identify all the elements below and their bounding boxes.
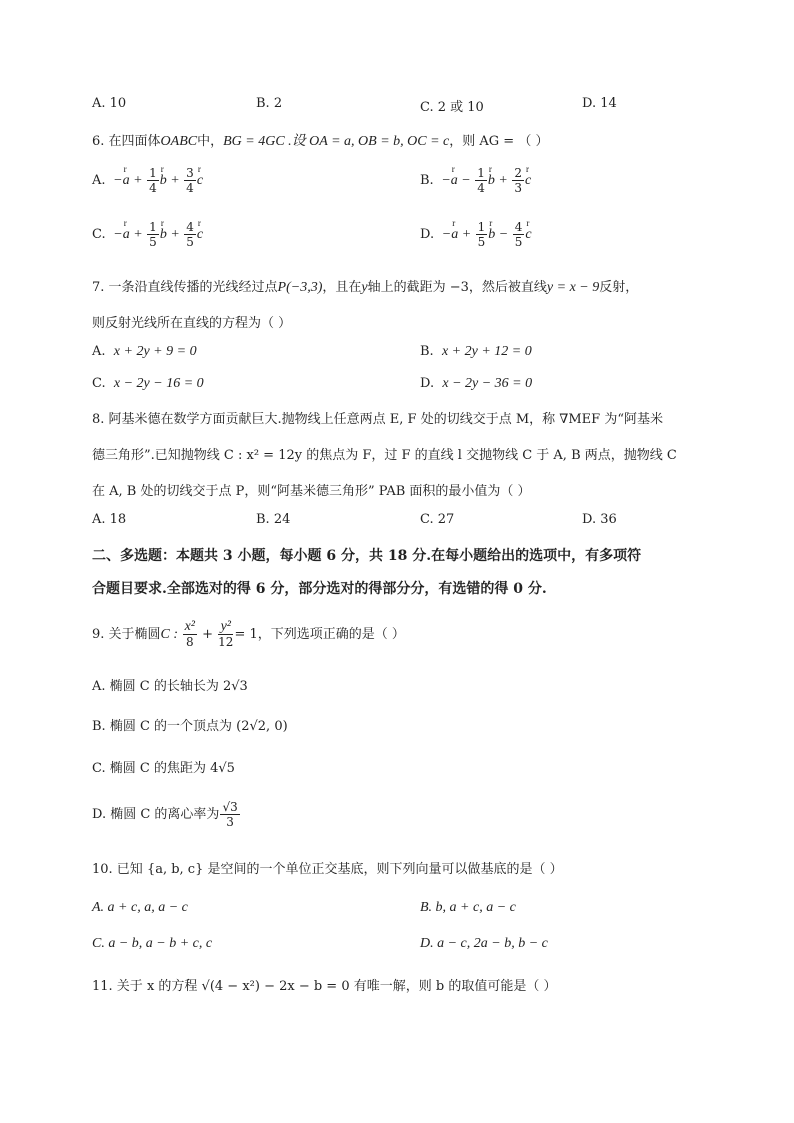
q6-stem-prefix: 6. 在四面体 — [92, 134, 161, 149]
q6-stem — [92, 130, 548, 150]
q6-stem-end: ，则 AG = （ ） — [449, 134, 549, 149]
q8-stem-line3: 在 A, B 处的切线交于点 P，则“阿基米德三角形” PAB 面积的最小值为（ ） — [92, 484, 531, 499]
q6-option-b: B. −r a − $\frac{1}{4}$ r b + $\frac{2}{3}$ r c — [420, 166, 531, 195]
q7-option-b: B. x + 2y + 12 = 0 — [420, 344, 532, 359]
q7-stem-line1: 7. 一条沿直线传播的光线经过点P(−3,3)，且在y轴上的截距为 −3，然后被直线y = x − 9反射， — [92, 280, 639, 295]
q7-option-c: C. x − 2y − 16 = 0 — [92, 376, 204, 391]
q6-option-c: C. −r a + $\frac{1}{5}$ r b + $\frac{4}{5}$ r c — [92, 220, 203, 249]
q6-stem-object: OABC — [160, 134, 198, 149]
section2-heading-line1: 二、多选题：本题共 3 小题，每小题 6 分，共 18 分.在每小题给出的选项中，有多项符 — [92, 548, 642, 564]
q10-option-a: A. a + c, a, a − c — [92, 900, 188, 915]
q10-option-d: D. a − c, 2a − b, b − c — [420, 936, 548, 951]
q5-option-a: A. 10 — [92, 96, 127, 111]
q8-option-b: B. 24 — [256, 512, 291, 527]
q10-stem: 10. 已知 {a, b, c} 是空间的一个单位正交基底，则下列向量可以做基底的是（ ） — [92, 862, 563, 877]
q6-condition: BG = 4GC .设 OA = a, OB = b, OC = c — [223, 134, 450, 149]
q8-option-a: A. 18 — [92, 512, 127, 527]
q10-option-c: C. a − b, a − b + c, c — [92, 936, 213, 951]
q9-option-d: D. 椭圆 C 的离心率为 $\frac{√3}{3}$ — [92, 800, 238, 829]
q9-option-b: B. 椭圆 C 的一个顶点为 (2√2, 0) — [92, 719, 288, 734]
q8-option-d: D. 36 — [582, 512, 617, 527]
option-label: D. — [420, 227, 435, 242]
q7-stem-line2: 则反射光线所在直线的方程为（ ） — [92, 316, 292, 331]
q6-option-a: A. −r a + $\frac{1}{4}$ r b + $\frac{3}{4}$ r c — [92, 166, 203, 195]
option-label: C. — [92, 227, 106, 242]
option-label: A. — [92, 173, 106, 188]
q7-option-a: A. x + 2y + 9 = 0 — [92, 344, 197, 359]
q8-option-c: C. 27 — [420, 512, 455, 527]
q9-option-c: C. 椭圆 C 的焦距为 4√5 — [92, 761, 235, 776]
q8-stem-line1: 8. 阿基米德在数学方面贡献巨大.抛物线上任意两点 E, F 处的切线交于点 M，称 ∇MEF 为“阿基米 — [92, 412, 663, 427]
q9-stem: 9. 关于椭圆C : $\frac{\text{x²}}{8}$ + $\frac{\text{y²}}{12}$ = 1，下列选项正确的是（ ） — [92, 619, 405, 649]
q10-option-b: B. b, a + c, a − c — [420, 900, 516, 915]
section2-heading-line2: 合题目要求.全部选对的得 6 分，部分选对的得部分分，有选错的得 0 分. — [92, 581, 547, 597]
q11-stem: 11. 关于 x 的方程 √(4 − x²) − 2x − b = 0 有唯一解，则 b 的取值可能是（ ） — [92, 979, 557, 994]
q6-stem-mid: 中， — [197, 134, 224, 149]
q5-option-d: D. 14 — [582, 96, 617, 111]
q8-stem-line2: 德三角形”.已知抛物线 C : x² = 12y 的焦点为 F，过 F 的直线 l 交抛物线 C 于 A, B 两点，抛物线 C — [92, 448, 677, 463]
q5-option-b: B. 2 — [256, 96, 283, 111]
q5-option-c: C. 2 或 10 — [420, 100, 484, 115]
q6-option-d: D. −r a + $\frac{1}{5}$ r b − $\frac{4}{5}$ r c — [420, 220, 532, 249]
option-label: B. — [420, 173, 434, 188]
q9-option-a: A. 椭圆 C 的长轴长为 2√3 — [92, 679, 248, 694]
q7-option-d: D. x − 2y − 36 = 0 — [420, 376, 533, 391]
